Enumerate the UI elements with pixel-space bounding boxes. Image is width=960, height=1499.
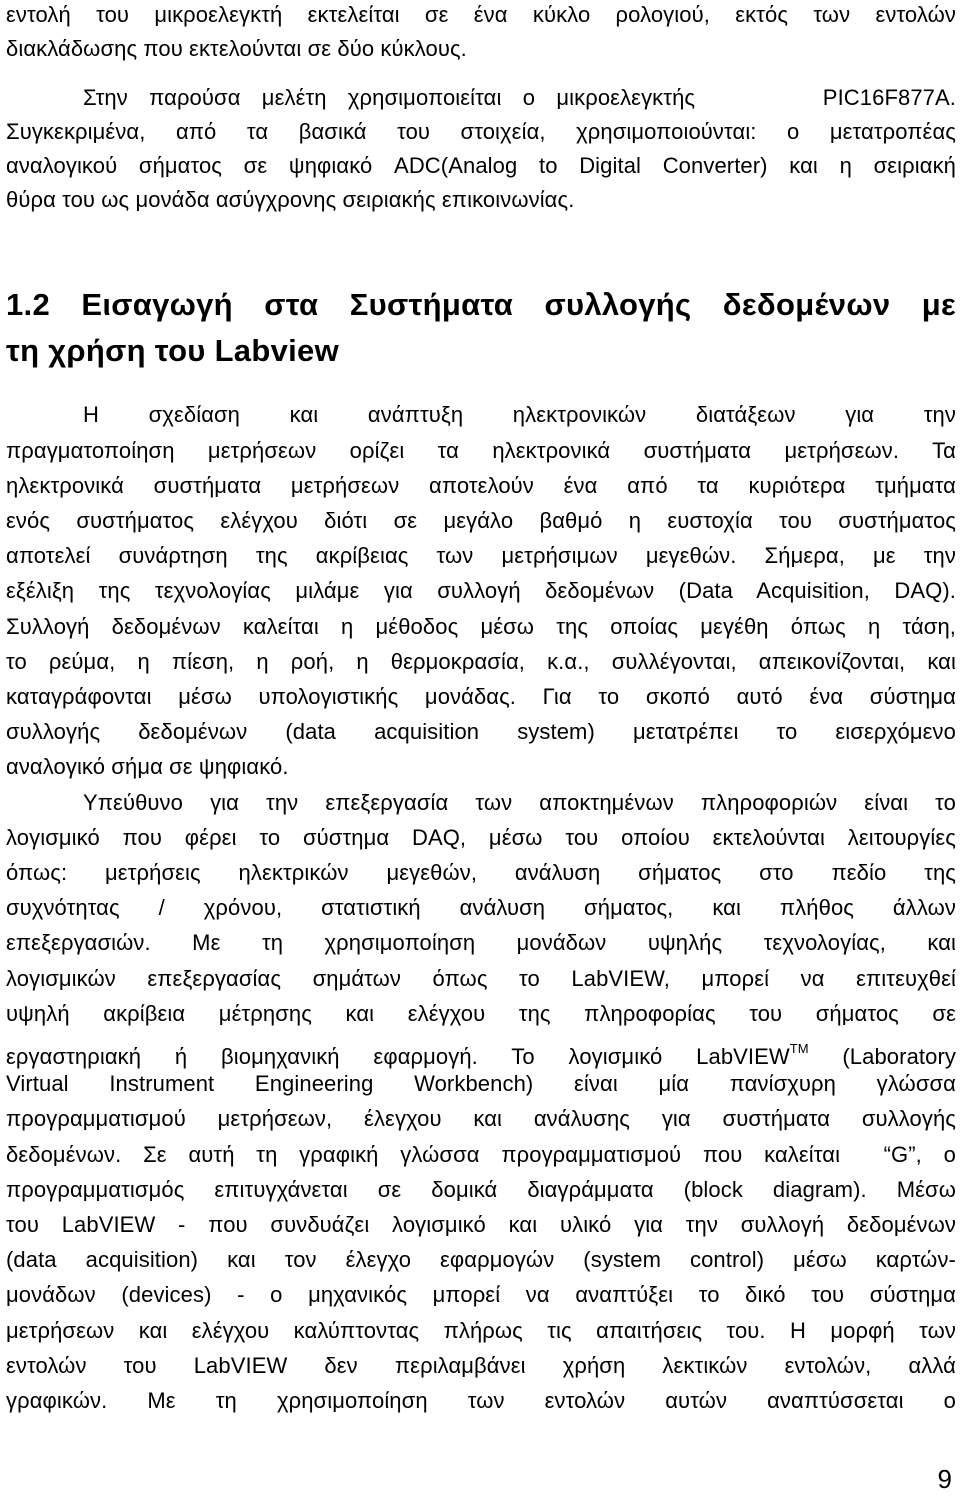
paragraph2-line-5: επεξεργασιών. Με τη χρησιμοποίηση μονάδων υψηλής τεχνολογίας, και <box>6 930 956 955</box>
trademark-superscript: TM <box>789 1041 809 1056</box>
paragraph2-line-1: Υπεύθυνο για την επεξεργασία των αποκτημένων πληροφοριών είναι το <box>83 790 956 815</box>
intro-line-2: διακλάδωσης που εκτελούνται σε δύο κύκλους. <box>6 36 467 61</box>
paragraph1-line-8: το ρεύμα, η πίεση, η ροή, η θερμοκρασία, κ.α., συλλέγονται, απεικονίζονται, και <box>6 649 956 674</box>
paragraph2-line-15: μονάδων (devices) - ο μηχανικός μπορεί να αναπτύξει το δικό του σύστημα <box>6 1282 956 1307</box>
paragraph1-line-10: συλλογής δεδομένων (data acquisition system) μετατρέπει το εισερχόμενο <box>6 719 956 744</box>
paragraph2-line-17: εντολών του LabVIEW δεν περιλαμβάνει χρήση λεκτικών εντολών, αλλά <box>6 1353 956 1378</box>
paragraph2-line-4: συχνότητας / χρόνου, στατιστική ανάλυση σήματος, και πλήθος άλλων <box>6 895 956 920</box>
paragraph1-line-3: ηλεκτρονικά συστήματα μετρήσεων αποτελούν ένα από τα κυριότερα τμήματα <box>6 473 956 498</box>
paragraph2-line-14: (data acquisition) και τον έλεγχο εφαρμογών (system control) μέσω καρτών- <box>6 1247 956 1272</box>
page-number: 9 <box>937 1464 952 1494</box>
paragraph2-line-16: μετρήσεων και ελέγχου καλύπτοντας πλήρως τις απαιτήσεις του. Η μορφή των <box>6 1318 956 1343</box>
section-heading-line-2: τη χρήση του Labview <box>6 333 339 368</box>
paragraph2-line-8 <box>6 1032 956 1069</box>
intro-line-5: αναλογικού σήματος σε ψηφιακό ADC(Analog to Digital Converter) και η σειριακή <box>6 153 956 178</box>
paragraph2-line-13: του LabVIEW - που συνδυάζει λογισμικό και υλικό για την συλλογή δεδομένων <box>6 1212 956 1237</box>
paragraph2-line-12: προγραμματισμός επιτυγχάνεται σε δομικά διαγράμματα (block diagram). Μέσω <box>6 1177 956 1202</box>
section-heading-line-1: 1.2 Εισαγωγή στα Συστήματα συλλογής δεδομένων με <box>6 287 956 322</box>
intro-line-1: εντολή του μικροελεγκτή εκτελείται σε ένα κύκλο ρολογιού, εκτός των εντολών <box>6 2 956 27</box>
paragraph2-line-10: προγραμματισμού μετρήσεων, έλεγχου και ανάλυσης για συστήματα συλλογής <box>6 1106 956 1131</box>
paragraph2-line-18: γραφικών. Με τη χρησιμοποίηση των εντολών αυτών αναπτύσσεται ο <box>6 1388 956 1413</box>
labview-sentence: εργαστηριακή ή βιομηχανική εφαρμογή. Το λογισμικό LabVIEW <box>6 1044 790 1069</box>
paragraph1-line-2: πραγματοποίηση μετρήσεων ορίζει τα ηλεκτρονικά συστήματα μετρήσεων. Τα <box>6 438 956 463</box>
paragraph2-line-2: λογισμικό που φέρει το σύστημα DAQ, μέσω του οποίου εκτελούνται λειτουργίες <box>6 825 956 850</box>
paragraph2-line-11: δεδομένων. Σε αυτή τη γραφική γλώσσα προγραμματισμού που καλείται “G”, ο <box>6 1142 956 1167</box>
intro-line-3: Στην παρούσα μελέτη χρησιμοποιείται ο μικροελεγκτής PIC16F877A. <box>83 85 956 110</box>
paragraph1-line-9: καταγράφονται μέσω υπολογιστικής μονάδας. Για το σκοπό αυτό ένα σύστημα <box>6 684 956 709</box>
paragraph2-line-9: Virtual Instrument Engineering Workbench) είναι μία πανίσχυρη γλώσσα <box>6 1071 956 1096</box>
paragraph2-line-6: λογισμικών επεξεργασίας σημάτων όπως το LabVIEW, μπορεί να επιτευχθεί <box>6 966 956 991</box>
paragraph1-line-7: Συλλογή δεδομένων καλείται η μέθοδος μέσω της οποίας μεγέθη όπως η τάση, <box>6 614 956 639</box>
laboratory-text: (Laboratory <box>808 1044 956 1069</box>
paragraph2-line-7: υψηλή ακρίβεια μέτρησης και ελέγχου της πληροφορίας του σήματος σε <box>6 1001 956 1026</box>
paragraph2-line-3: όπως: μετρήσεις ηλεκτρικών μεγεθών, ανάλυση σήματος στο πεδίο της <box>6 860 956 885</box>
intro-line-4: Συγκεκριμένα, από τα βασικά του στοιχεία, χρησιμοποιούνται: ο μετατροπέας <box>6 119 956 144</box>
intro-line-6: θύρα του ως μονάδα ασύγχρονης σειριακής επικοινωνίας. <box>6 187 575 212</box>
paragraph1-line-1: Η σχεδίαση και ανάπτυξη ηλεκτρονικών διατάξεων για την <box>83 402 956 427</box>
paragraph1-line-11: αναλογικό σήμα σε ψηφιακό. <box>6 754 289 779</box>
paragraph1-line-6: εξέλιξη της τεχνολογίας μιλάμε για συλλογή δεδομένων (Data Acquisition, DAQ). <box>6 578 956 603</box>
paragraph1-line-4: ενός συστήματος ελέγχου διότι σε μεγάλο βαθμό η ευστοχία του συστήματος <box>6 508 956 533</box>
paragraph1-line-5: αποτελεί συνάρτηση της ακρίβειας των μετρήσιμων μεγεθών. Σήμερα, με την <box>6 543 956 568</box>
